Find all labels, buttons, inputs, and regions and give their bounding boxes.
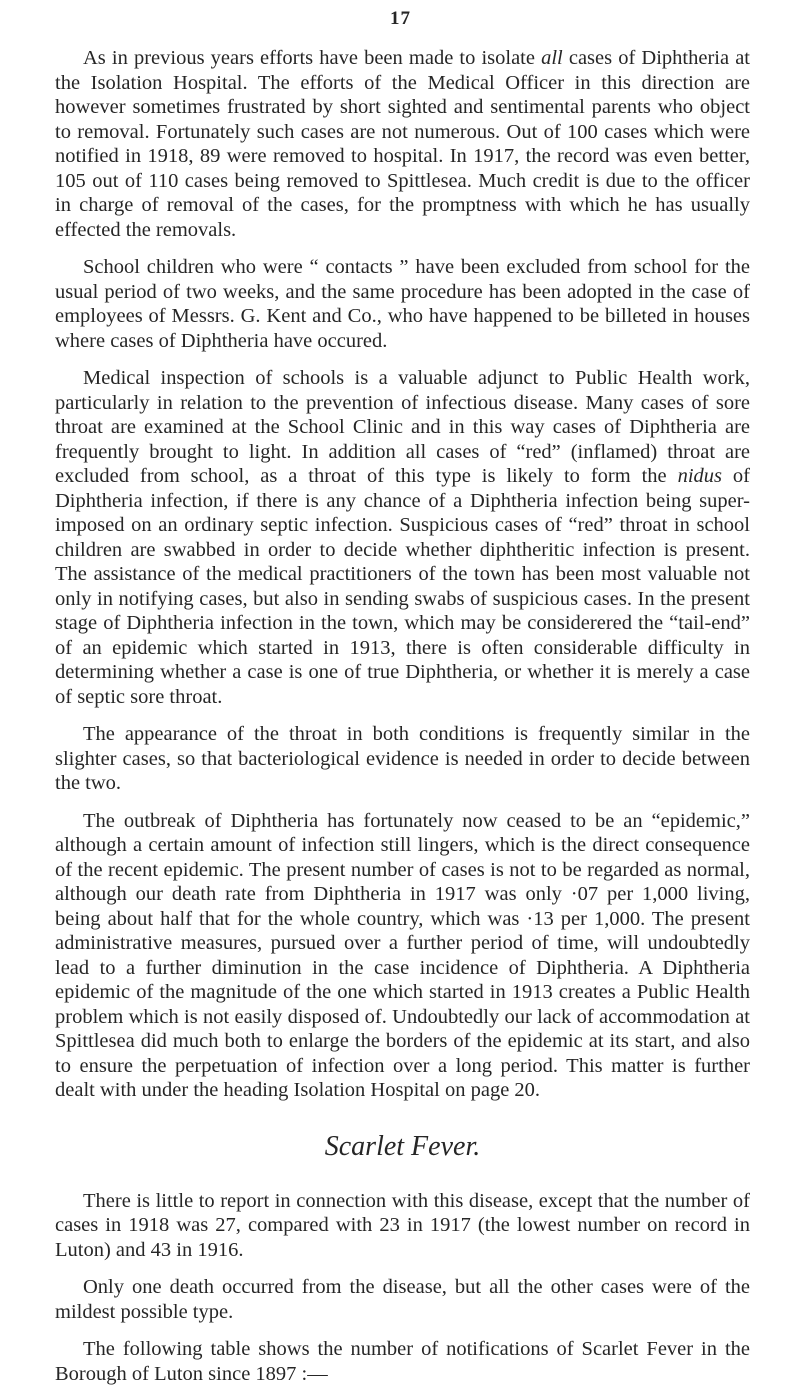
body-text [55, 46, 750, 1399]
italic-emphasis: all [541, 47, 563, 69]
paragraph-scarlet-table-intro: The following table shows the number of notifications of Scarlet Fever in the Borough of Luton since 1897 :— [55, 1338, 750, 1385]
paragraph-scarlet-deaths: Only one death occurred from the disease, but all the other cases were of the mildest possible type. [55, 1276, 750, 1323]
paragraph-text: The appearance of the throat in both conditions is frequently similar in the slighter cases, so that bacteriological evidence is needed in order to decide between the two. [55, 723, 750, 794]
paragraph-text: of Diphtheria infection, if there is any chance of a Diphtheria infection being super-imposed on an ordinary septic infection. Suspicious cases of “red” throat in school children are swabbed in order to decide whether diphtheritic infection is present. The assistance of the medical practitioners of the town has been most valuable not only in notifying cases, but also in sending swabs of suspicious cases. In the present stage of Diphtheria infection in the town, which may be considerered the “tail-end” of an epidemic which started in 1913, there is often considerable difficulty in determining whether a case is one of true Diphtheria, or whether it is merely a case of septic sore throat. [55, 465, 750, 708]
paragraph-outbreak [55, 809, 750, 1103]
paragraph-throat-appearance [55, 722, 750, 796]
page-number: 17 [390, 8, 411, 29]
paragraph-text: School children who were “ contacts ” have been excluded from school for the usual period of two weeks, and the same procedure has been adopted in the case of employees of Messrs. G. Kent and Co., who have happened to be billeted in houses where cases of Diphtheria have occured. [55, 256, 750, 352]
italic-emphasis: nidus [677, 465, 722, 487]
section-heading-scarlet-fever: Scarlet Fever. [324, 1130, 481, 1162]
paragraph-text: The outbreak of Diphtheria has fortunately now ceased to be an “epidemic,” although a certain amount of infection still lingers, which is the direct consequence of the recent epidemic. The present number of cases is not to be regarded as normal, although our death rate from Diphtheria in 1917 was only ·07 per 1,000 living, being about half that for the whole country, which was ·13 per 1,000. The present administrative measures, pursued over a further period of time, will undoubtedly lead to a further diminution in the case incidence of Diphtheria. A Diphtheria epidemic of the magnitude of the one which started in 1913 creates a Public Health problem which is not easily disposed of. Undoubtedly our lack of accommodation at Spittlesea did much both to enlarge the borders of the epidemic at its start, and also to ensure the perpetuation of infection over a long period. This matter is further dealt with under the heading Isolation Hospital on page 20. [55, 809, 750, 1101]
paragraph-isolation [55, 46, 750, 242]
paragraph-medical-inspection [55, 366, 750, 709]
paragraph-contacts [55, 255, 750, 353]
paragraph-scarlet-cases: There is little to report in connection with this disease, except that the number of cases in 1918 was 27, compared with 23 in 1917 (the lowest number on record in Luton) and 43 in 1916. [55, 1189, 750, 1261]
paragraph-text: cases of Diphtheria at the Isolation Hospital. The efforts of the Medical Officer in this direction are however sometimes frustrated by short sighted and sentimental parents who object to removal. Fortunately such cases are not numerous. Out of 100 cases which were notified in 1918, 89 were removed to hospital. In 1917, the record was even better, 105 out of 110 cases being removed to Spittlesea. Much credit is due to the officer in charge of removal of the cases, for the promptness with which he has usually effected the removals. [55, 47, 750, 241]
paragraph-text: Medical inspection of schools is a valuable adjunct to Public Health work, particularly in relation to the prevention of infectious disease. Many cases of sore throat are examined at the School Clinic and in this way cases of Diphtheria are frequently brought to light. In addition all cases of “red” (inflamed) throat are excluded from school, as a throat of this type is likely to form the [55, 367, 750, 487]
paragraph-text: As in previous years efforts have been made to isolate [83, 47, 542, 69]
